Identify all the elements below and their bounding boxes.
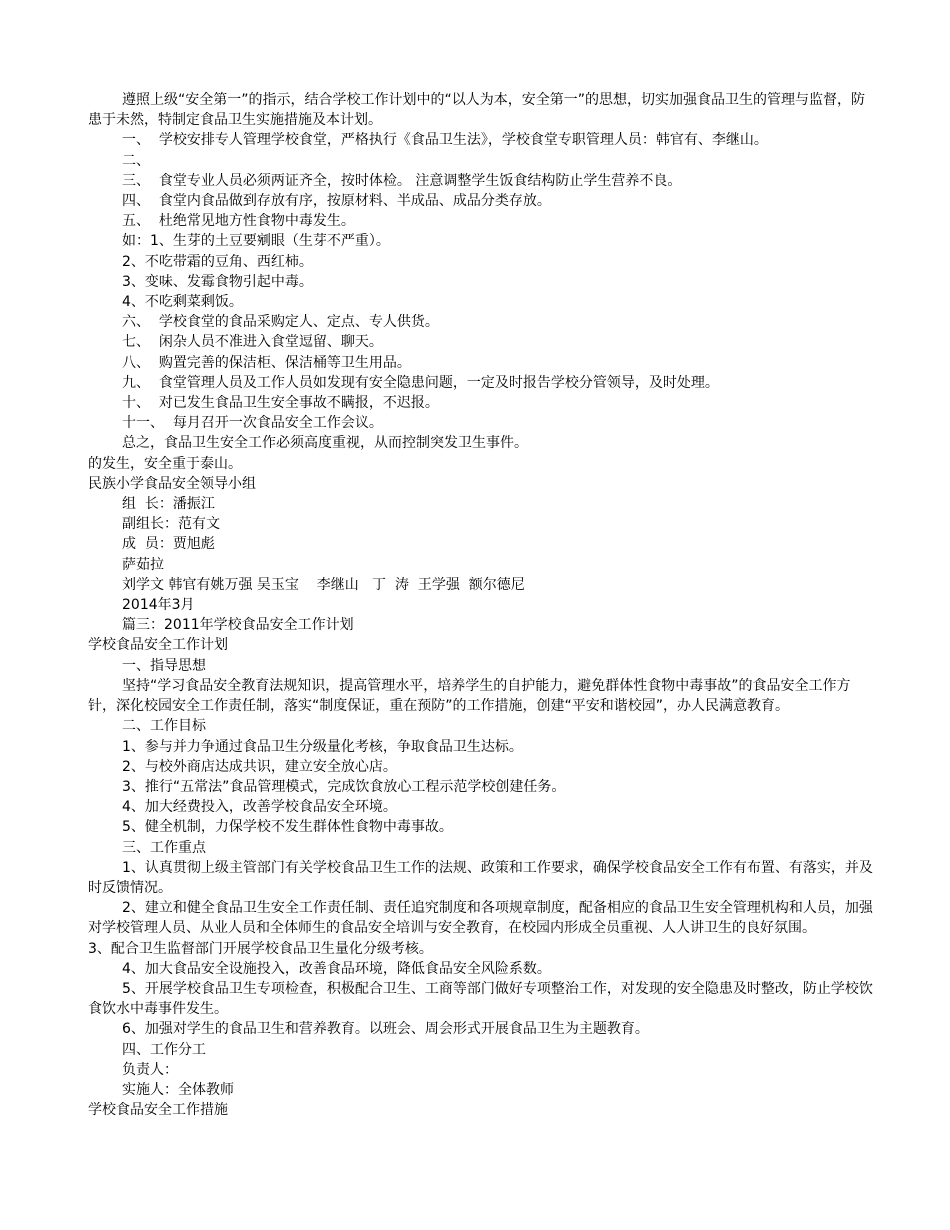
paragraph: 二、 [122,152,150,169]
paragraph: 六、 学校食堂的食品采购定人、定点、专人供货。 [122,314,439,331]
paragraph: 学校食品安全工作措施 [88,1102,228,1119]
paragraph: 4、加大经费投入，改善学校食品安全环境。 [122,799,397,816]
paragraph: 1、认真贯彻上级主管部门有关学校食品卫生工作的法规、政策和工作要求，确保学校食品安全工作有布置、有落实，并及时反馈情况。 [88,859,873,896]
paragraph: 2、建立和健全食品卫生安全工作责任制、责任追究制度和各项规章制度，配备相应的食品卫生安全管理机构和人员，加强对学校管理人员、从业人员和全体师生的食品安全培训与安全教育，在校园内形成全员重视、人人讲卫生的良好氛围。 [88,900,873,937]
paragraph: 3、推行“五常法”食品管理模式，完成饮食放心工程示范学校创建任务。 [122,778,566,795]
paragraph: 三、工作重点 [122,839,206,856]
paragraph: 九、 食堂管理人员及工作人员如发现有安全隐患问题，一定及时报告学校分管领导，及时处理。 [122,374,719,391]
paragraph: 成 员：贾旭彪 [122,536,215,553]
paragraph: 十、 对已发生食品卫生安全事故不瞒报，不迟报。 [122,395,439,412]
paragraph: 七、 闲杂人员不准进入食堂逗留、聊天。 [122,334,383,351]
paragraph: 1、参与并力争通过食品卫生分级量化考核，争取食品卫生达标。 [122,738,523,755]
paragraph: 四、 食堂内食品做到存放有序，按原材料、半成品、成品分类存放。 [122,193,551,210]
paragraph: 坚持“学习食品安全教育法规知识，提高管理水平，培养学生的自护能力，避免群体性食物中毒事故”的食品安全工作方针，深化校园安全工作责任制，落实“制度保证，重在预防”的工作措施，创建“平安和谐校园”，办人民满意教育。 [88,677,851,715]
paragraph: 的发生，安全重于泰山。 [88,455,242,472]
paragraph: 五、 杜绝常见地方性食物中毒发生。 [122,213,355,230]
paragraph: 2、与校外商店达成共识，建立安全放心店。 [122,758,397,775]
document-body [88,90,878,1120]
paragraph: 负责人： [122,1061,178,1078]
paragraph: 三、 食堂专业人员必须两证齐全，按时体检。 注意调整学生饭食结构防止学生营养不良。 [122,172,682,189]
paragraph: 组 长：潘振江 [122,496,215,513]
paragraph: 刘学文 韩官有姚万强 吴玉宝 李继山 丁 涛 王学强 额尔德尼 [122,576,525,593]
paragraph: 一、指导思想 [122,657,206,674]
paragraph: 2014年3月 [122,597,195,614]
paragraph: 一、 学校安排专人管理学校食堂，严格执行《食品卫生法》，学校食堂专职管理人员：韩官有、李继山。 [122,132,768,149]
paragraph: 3、配合卫生监督部门开展学校食品卫生量化分级考核。 [88,940,433,957]
paragraph: 十一、 每月召开一次食品安全工作会议。 [122,415,383,432]
paragraph: 实施人：全体教师 [122,1081,234,1098]
paragraph: 四、工作分工 [122,1041,206,1058]
paragraph: 4、不吃剩菜剩饭。 [122,294,243,311]
paragraph: 八、 购置完善的保洁柜、保洁桶等卫生用品。 [122,354,411,371]
paragraph: 民族小学食品安全领导小组 [88,475,256,492]
paragraph: 萨茹拉 [122,556,164,573]
paragraph: 学校食品安全工作计划 [88,637,228,654]
paragraph: 5、健全机制，力保学校不发生群体性食物中毒事故。 [122,819,453,836]
paragraph: 3、变味、发霉食物引起中毒。 [122,273,313,290]
paragraph: 6、加强对学生的食品卫生和营养教育。以班会、周会形式开展食品卫生为主题教育。 [122,1021,649,1038]
paragraph: 5、开展学校食品卫生专项检查，积极配合卫生、工商等部门做好专项整治工作，对发现的安全隐患及时整改，防止学校饮食饮水中毒事件发生。 [88,980,873,1018]
paragraph: 4、加大食品安全设施投入，改善食品环境，降低食品安全风险系数。 [122,960,551,977]
paragraph: 篇三：2011年学校食品安全工作计划 [122,617,354,634]
paragraph: 总之，食品卫生安全工作必须高度重视，从而控制突发卫生事件。 [122,435,528,452]
paragraph: 二、工作目标 [122,718,206,735]
paragraph: 2、不吃带霜的豆角、西红柿。 [122,253,313,270]
paragraph: 遵照上级“安全第一”的指示，结合学校工作计划中的“以人为本，安全第一”的思想，切实加强食品卫生的管理与监督，防患于未然，特制定食品卫生实施措施及本计划。 [88,92,866,129]
paragraph: 副组长：范有文 [122,516,220,533]
paragraph: 如：1、生芽的土豆要剜眼（生芽不严重）。 [122,233,390,250]
